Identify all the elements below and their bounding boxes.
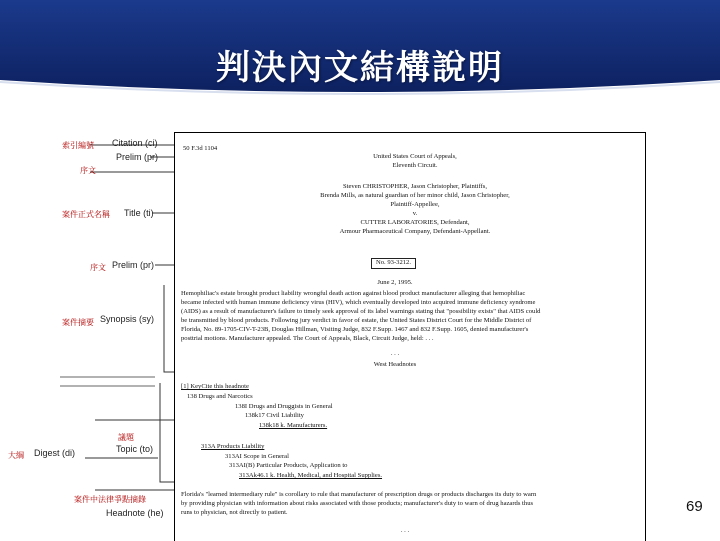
label-title-en: Title (ti) (124, 208, 154, 218)
west-headnotes-heading: West Headnotes (373, 361, 417, 368)
digest-topic-link[interactable]: 313A Products Liability (201, 443, 265, 450)
page-number: 69 (686, 498, 703, 515)
label-topic-zh: 議題 (118, 433, 134, 442)
label-headnote-zh: 案件中法律爭點摘錄 (74, 495, 146, 504)
digest-line: 313AI(B) Particular Products, Application to (229, 462, 348, 469)
label-headnote-en: Headnote (he) (106, 508, 164, 518)
digest-line: 313AI Scope in General (225, 453, 289, 460)
label-prelim-zh: 序文 (80, 166, 96, 175)
label-citation-en: Citation (ci) (112, 138, 158, 148)
synopsis-line: be transmitted by blood products. Following jury verdict in favor of estate, the United States District Court for the Middle District of (181, 317, 532, 324)
digest-line: 138I Drugs and Druggists in General (235, 403, 333, 410)
label-prelim2-zh: 序文 (90, 263, 106, 272)
doc-date: June 2, 1995. (377, 279, 413, 286)
synopsis-line: Hemophiliac's estate brought product liability wrongful death action against blood product manufacturer alleging that hemophiliac (181, 290, 526, 297)
doc-parties-line2: Brenda Mills, as natural guardian of her minor child, Jason Christopher, (320, 192, 510, 199)
digest-key-link[interactable]: 138k18 k. Manufacturers. (259, 422, 328, 429)
doc-parties-line5: CUTTER LABORATORIES, Defendant, (360, 219, 470, 226)
headnote-line: by providing physician with information about risks associated with those products; manufacturer's duty to warn of drug hazards thus (181, 500, 534, 507)
headnote-line: Florida's "learned intermediary rule" is corollary to rule that manufacturer of prescription drugs or products discharges its duty to warn (181, 491, 537, 498)
synopsis-line: posttrial motions. Manufacturer appealed. The Court of Appeals, Black, Circuit Judge, held: . . . (181, 335, 434, 342)
synopsis-line: Florida, No. 89-1705-CIV-T-23B, Douglas Hillman, Visiting Judge, 832 F.Supp. 1467 and 832 F.Supp. 1605, denied manufacturer's (181, 326, 529, 333)
headnote-line: runs to physician, not directly to patient. (181, 509, 288, 516)
label-synopsis-en: Synopsis (sy) (100, 314, 155, 324)
keycite-link[interactable]: [1] KeyCite this headnote (181, 383, 249, 390)
digest-line: 138k17 Civil Liability (245, 412, 304, 419)
label-prelim2-en: Prelim (pr) (112, 260, 154, 270)
synopsis-ellipsis: . . . (390, 350, 400, 357)
case-document (174, 132, 646, 541)
label-digest-en: Digest (di) (34, 448, 76, 458)
doc-court-line1: United States Court of Appeals, (373, 153, 457, 160)
synopsis-line: (AIDS) as a result of manufacturer's failure to timely seek approval of its label warnings stating that "possibility exists" that AIDS could (181, 308, 541, 315)
label-prelim-en: Prelim (pr) (116, 152, 158, 162)
label-title-zh: 案件正式名稱 (62, 210, 110, 219)
digest-key-link[interactable]: 313Ak46.1 k. Health, Medical, and Hospital Supplies. (239, 472, 383, 479)
label-topic-en: Topic (to) (116, 444, 154, 454)
digest-line: 138 Drugs and Narcotics (187, 393, 253, 400)
slide-title: 判決內文結構說明 (216, 48, 504, 88)
doc-citation: 50 F.3d 1104 (183, 145, 218, 152)
doc-court-line2: Eleventh Circuit. (392, 162, 438, 169)
doc-parties-line1: Steven CHRISTOPHER, Jason Christopher, Plaintiffs, (342, 183, 487, 190)
doc-parties-line6: Armour Pharmaceutical Company, Defendant-Appellant. (339, 228, 491, 235)
label-digest-zh: 大綱 (8, 451, 24, 460)
label-citation-zh: 索引編號 (62, 141, 94, 150)
doc-parties-line3: Plaintiff-Appellee, (390, 201, 440, 208)
headnote-ellipsis: . . . (400, 527, 410, 534)
synopsis-line: became infected with human immune deficiency virus (HIV), which eventually developed into acquired immune deficiency syndrome (181, 299, 536, 306)
label-synopsis-zh: 案件摘要 (62, 318, 94, 327)
doc-parties-line4: v. (412, 210, 418, 217)
slide-header (0, 0, 720, 100)
doc-docket-number: No. 93-3212. (371, 258, 416, 269)
